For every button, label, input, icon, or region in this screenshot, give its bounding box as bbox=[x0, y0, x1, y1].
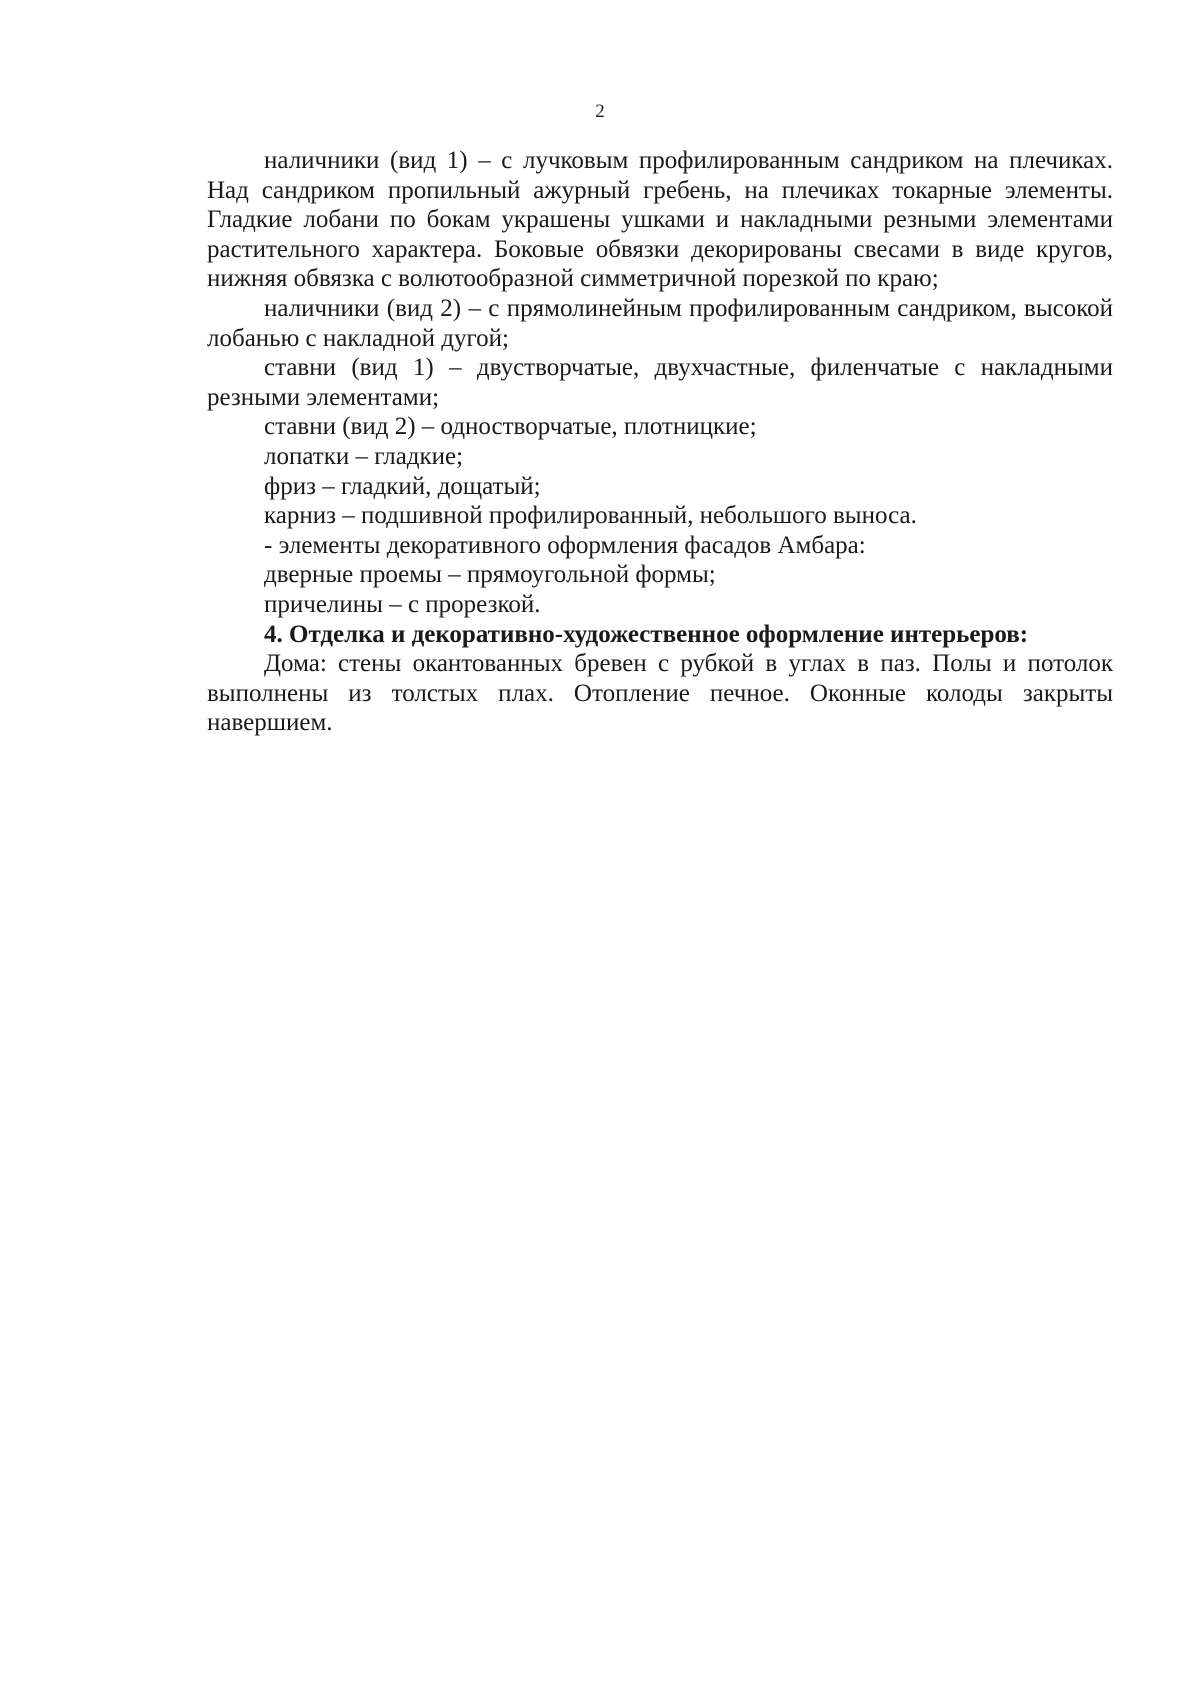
section-heading-interiors: 4. Отделка и декоративно-художественное оформление интерьеров: bbox=[264, 620, 1029, 648]
paragraph-friz: фриз – гладкий, дощатый; bbox=[264, 472, 541, 500]
paragraph-lopatki: лопатки – гладкие; bbox=[264, 442, 464, 470]
paragraph-dvernye-proemy: дверные проемы – прямоугольной формы; bbox=[264, 561, 716, 589]
paragraph-ambar-elements: - элементы декоративного оформления фасадов Амбара: bbox=[264, 531, 866, 559]
document-body bbox=[207, 146, 1113, 738]
paragraph-nalichniki-1: наличники (вид 1) – с лучковым профилированным сандриком на плечиках. Над сандриком пропильный ажурный гребень, на плечиках токарные элементы. Гладкие лобани по бокам украшены ушками и накладными резными элементами растительного характера. Боковые обвязки декорированы свесами в виде кругов, нижняя обвязка с волютообразной симметричной порезкой по краю; bbox=[207, 147, 1113, 293]
paragraph-stavni-1: ставни (вид 1) – двустворчатые, двухчастные, филенчатые с накладными резными элементами; bbox=[207, 354, 1113, 411]
paragraph-prichelyny: причелины – с прорезкой. bbox=[264, 590, 541, 618]
page-number: 2 bbox=[595, 101, 605, 122]
paragraph-stavni-2: ставни (вид 2) – одностворчатые, плотницкие; bbox=[264, 413, 757, 441]
paragraph-karniz: карниз – подшивной профилированный, небольшого выноса. bbox=[264, 502, 917, 530]
paragraph-doma-interior: Дома: стены окантованных бревен с рубкой в углах в паз. Полы и потолок выполнены из толстых плах. Отопление печное. Оконные колоды закрыты навершием. bbox=[207, 650, 1113, 737]
paragraph-nalichniki-2: наличники (вид 2) – с прямолинейным профилированным сандриком, высокой лобанью с накладной дугой; bbox=[207, 294, 1113, 352]
